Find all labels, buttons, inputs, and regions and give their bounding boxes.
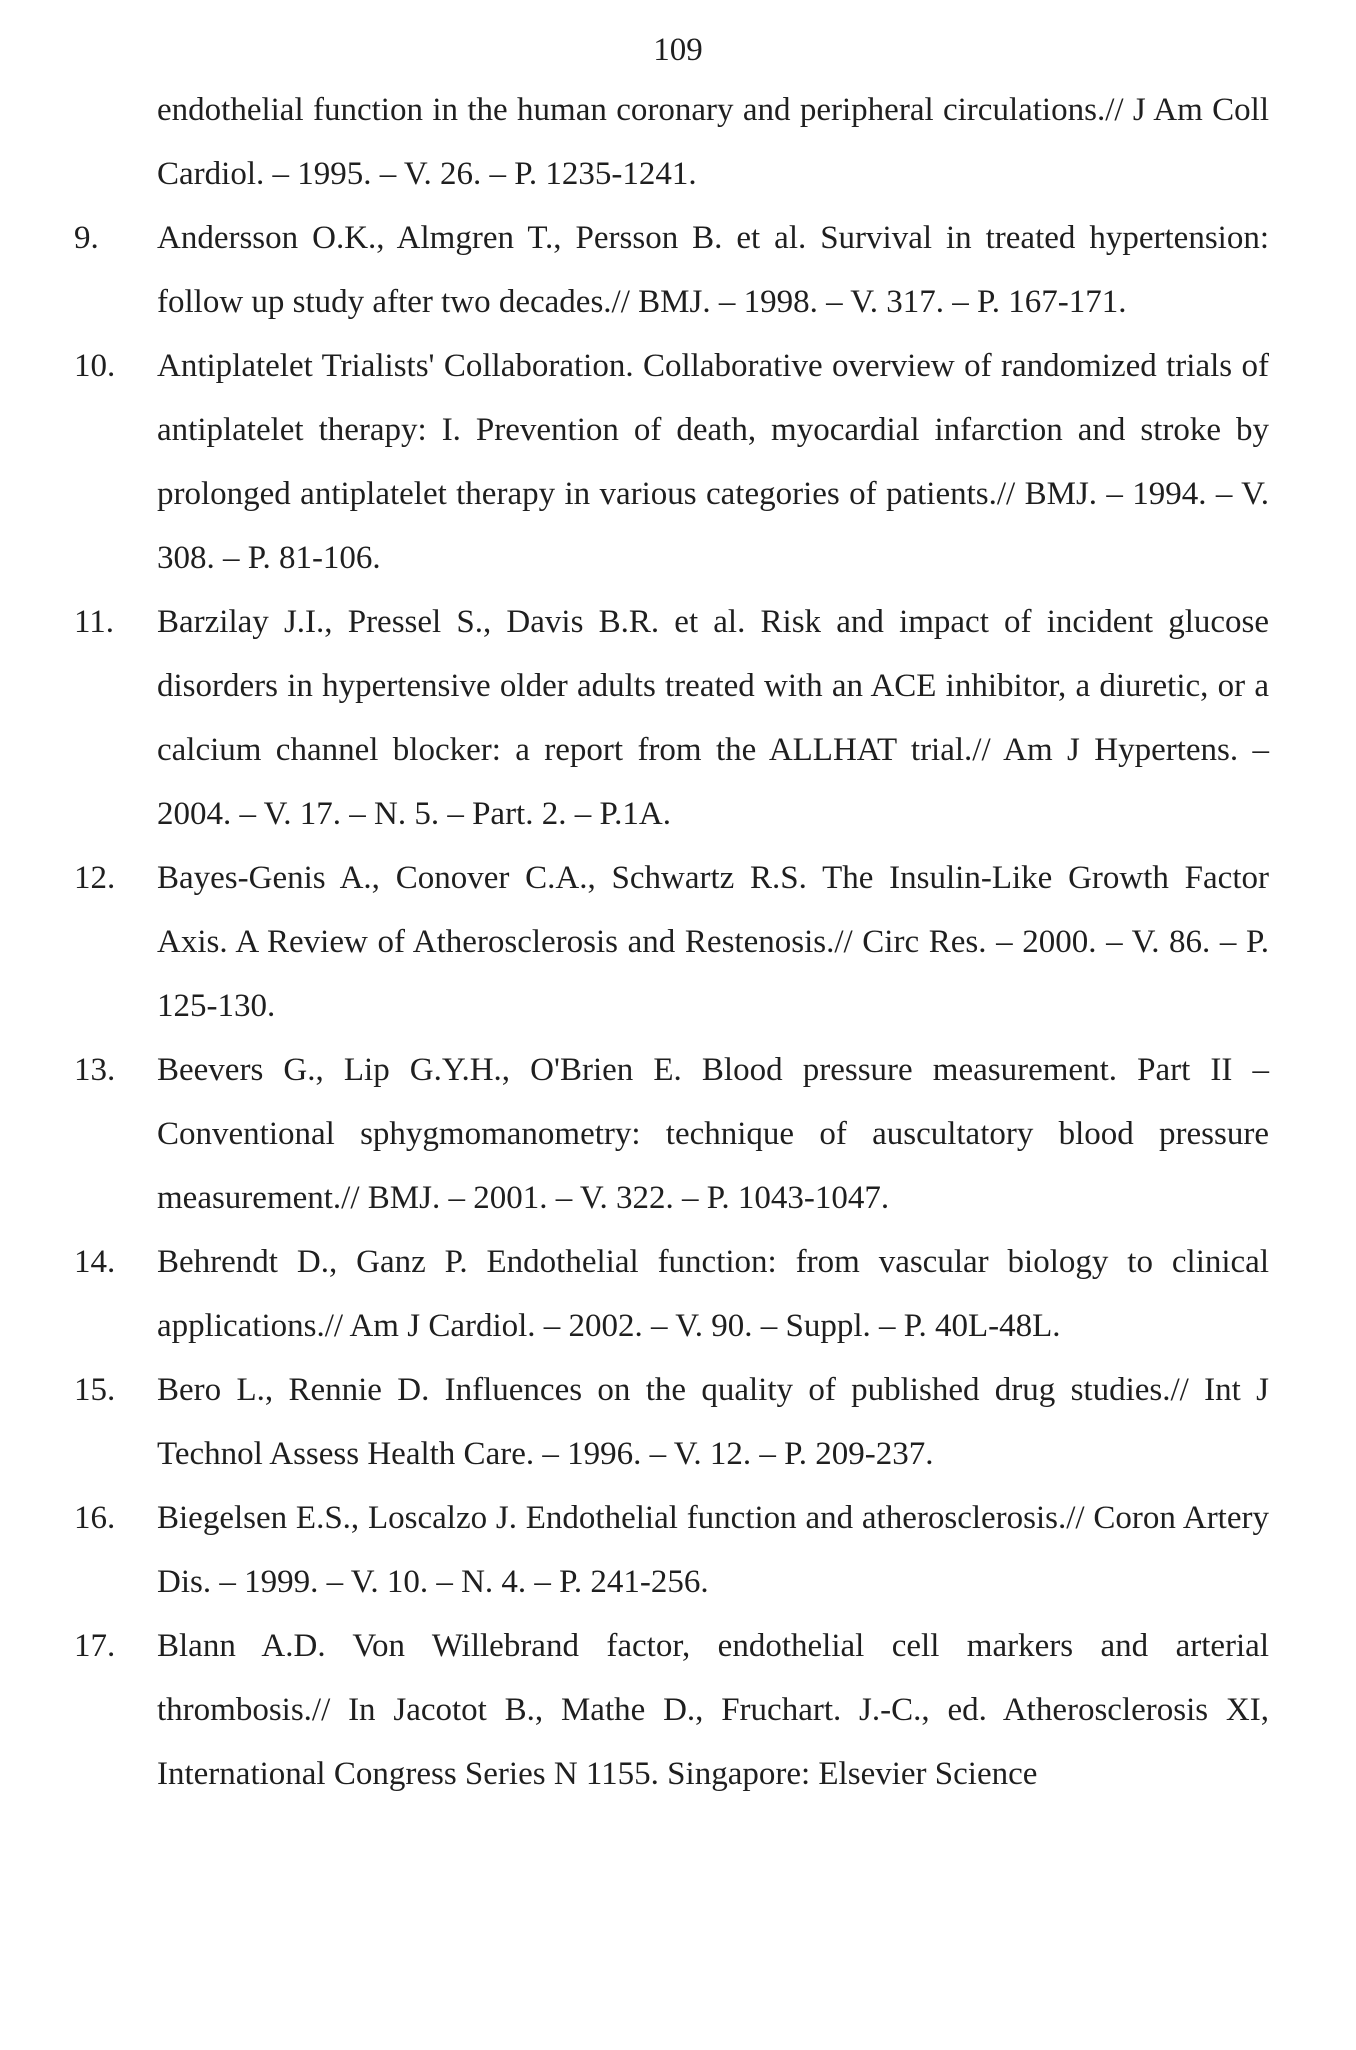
page-number: 109 <box>653 32 703 68</box>
reference-number: 9. <box>74 220 99 256</box>
reference-number: 11. <box>74 604 115 640</box>
reference-item <box>0 846 1356 1038</box>
reference-number: 16. <box>74 1500 116 1536</box>
reference-item <box>0 1614 1356 1806</box>
reference-number: 17. <box>74 1628 116 1664</box>
reference-item <box>0 78 1356 206</box>
reference-number: 12. <box>74 860 116 896</box>
reference-number: 13. <box>74 1052 116 1088</box>
reference-item <box>0 334 1356 590</box>
reference-text: Behrendt D., Ganz P. Endothelial function: from vascular biology to clinical applications.// Am J Cardiol. – 2002. – V. 90. – Suppl. – P. 40L-48L. <box>157 1244 1269 1344</box>
reference-text: Barzilay J.I., Pressel S., Davis B.R. et al. Risk and impact of incident glucose disorders in hypertensive older adults treated with an ACE inhibitor, a diuretic, or a calcium channel blocker: a report from the ALLHAT trial.// Am J Hypertens. – 2004. – V. 17. – N. 5. – Part. 2. – P.1A. <box>157 604 1269 832</box>
reference-text: Blann A.D. Von Willebrand factor, endothelial cell markers and arterial thrombosis.// In Jacotot B., Mathe D., Fruchart. J.-C., ed. Atherosclerosis XI, International Congress Series N 1155. Singapore: Elsevier Science <box>157 1628 1269 1792</box>
reference-number: 14. <box>74 1244 116 1280</box>
reference-list <box>0 78 1356 1806</box>
reference-text: Andersson O.K., Almgren T., Persson B. et al. Survival in treated hypertension: follow up study after two decades.// BMJ. – 1998. – V. 317. – P. 167-171. <box>157 220 1269 320</box>
reference-text: Biegelsen E.S., Loscalzo J. Endothelial function and atherosclerosis.// Coron Artery Dis. – 1999. – V. 10. – N. 4. – P. 241-256. <box>157 1500 1269 1600</box>
reference-item <box>0 590 1356 846</box>
reference-text: Bayes-Genis A., Conover C.A., Schwartz R.S. The Insulin-Like Growth Factor Axis. A Review of Atherosclerosis and Restenosis.// Circ Res. – 2000. – V. 86. – P. 125-130. <box>157 860 1269 1024</box>
reference-text: Beevers G., Lip G.Y.H., O'Brien E. Blood pressure measurement. Part II – Conventional sphygmomanometry: technique of auscultatory blood pressure measurement.// BMJ. – 2001. – V. 322. – P. 1043-1047. <box>157 1052 1269 1216</box>
reference-number: 10. <box>74 348 116 384</box>
reference-item <box>0 1230 1356 1358</box>
reference-item <box>0 1486 1356 1614</box>
reference-text: Antiplatelet Trialists' Collaboration. Collaborative overview of randomized trials of antiplatelet therapy: I. Prevention of death, myocardial infarction and stroke by prolonged antiplatelet therapy in various categories of patients.// BMJ. – 1994. – V. 308. – P. 81-106. <box>157 348 1269 576</box>
reference-text: Bero L., Rennie D. Influences on the quality of published drug studies.// Int J Technol Assess Health Care. – 1996. – V. 12. – P. 209-237. <box>157 1372 1269 1472</box>
reference-text: endothelial function in the human coronary and peripheral circulations.// J Am Coll Cardiol. – 1995. – V. 26. – P. 1235-1241. <box>157 92 1269 192</box>
reference-item <box>0 1038 1356 1230</box>
reference-item <box>0 206 1356 334</box>
reference-number: 15. <box>74 1372 116 1408</box>
reference-item <box>0 1358 1356 1486</box>
